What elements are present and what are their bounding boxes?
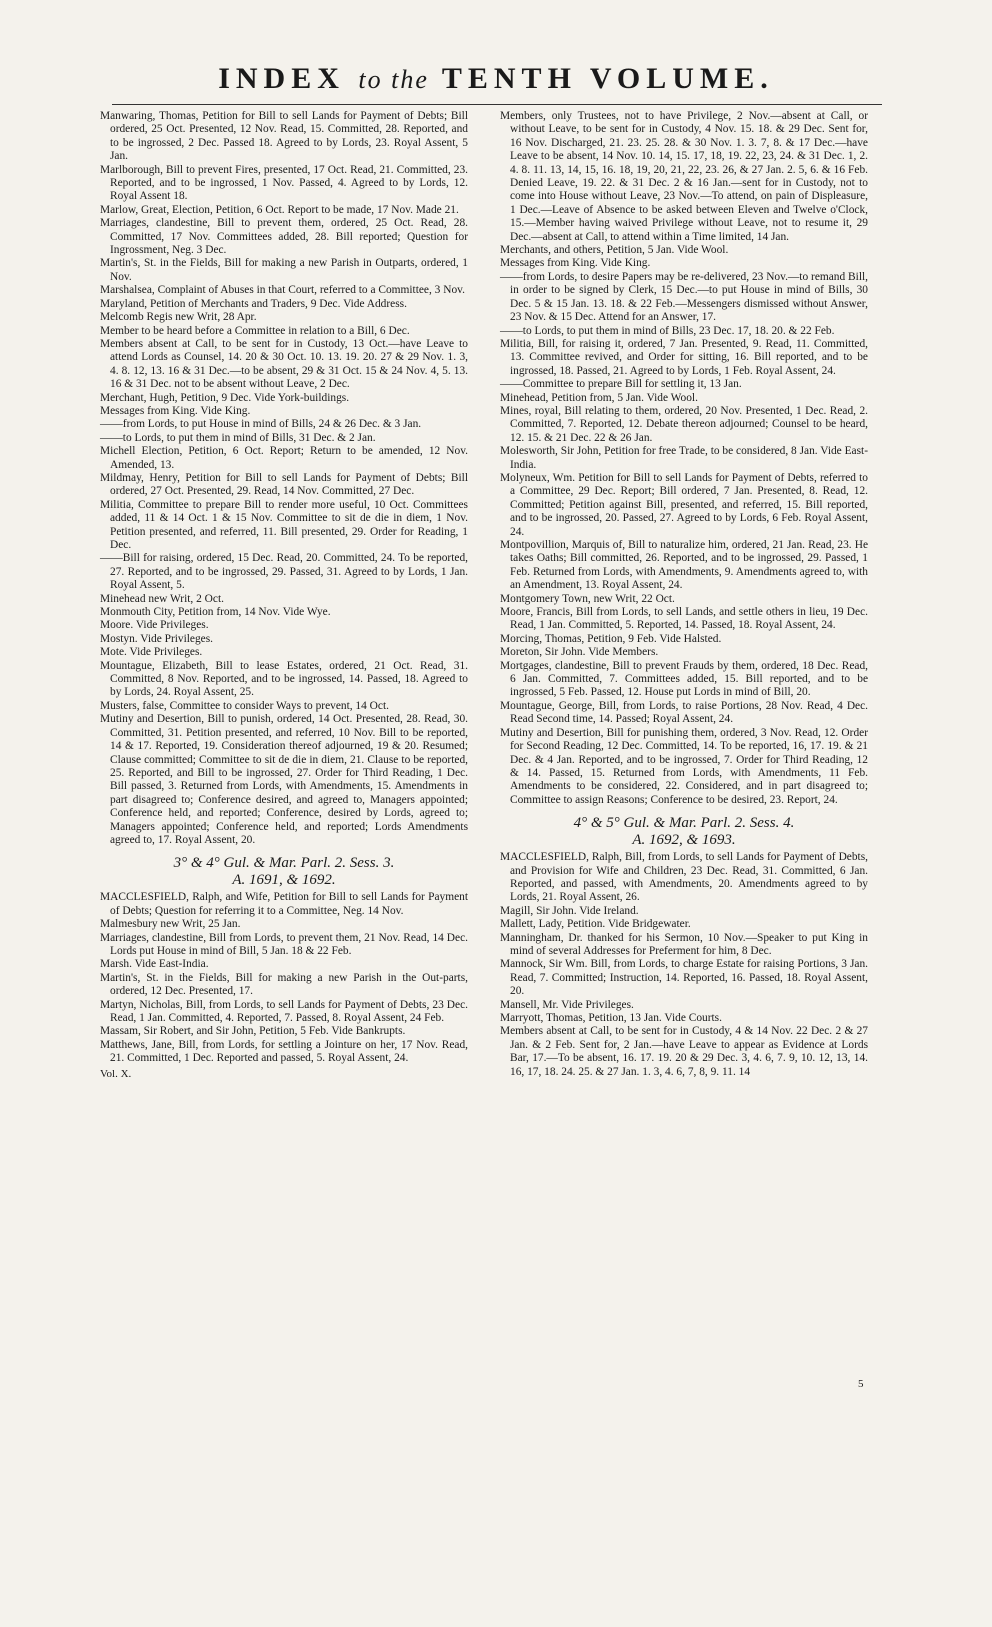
signature-mark: 5 — [858, 1378, 864, 1390]
index-entry: Messages from King. Vide King. — [500, 257, 651, 270]
index-entry: Mote. Vide Privileges. — [100, 646, 203, 659]
index-entry: Moore, Francis, Bill from Lords, to sell Lands, and settle others in lieu, 19 Dec. Read, 1 Jan. Committed, 5. Reported, 14. Passed, 18. Royal Assent, 24. — [500, 606, 868, 632]
right-session-line1: 4° & 5° Gul. & Mar. Parl. 2. Sess. 4. — [573, 815, 795, 832]
index-entry: Marryott, Thomas, Petition, 13 Jan. Vide Courts. — [500, 1012, 722, 1024]
index-entry: Maryland, Petition of Merchants and Traders, 9 Dec. Vide Address. — [100, 297, 407, 310]
index-entry: Mountague, George, Bill, from Lords, to raise Portions, 28 Nov. Read, 4 Dec. Read Second time, 14. Passed; Royal Assent, 24. — [500, 699, 868, 726]
index-entry: Mannock, Sir Wm. Bill, from Lords, to charge Estate for raising Portions, 3 Jan. Read, 7. Committed; Instruction, 14. Reported, 16. Passed, 18. Royal Assent, 20. — [500, 958, 868, 998]
index-entry: Mildmay, Henry, Petition for Bill to sell Lands for Payment of Debts; Bill ordered, 27 Oct. Presented, 29. Read, 14 Nov. Committed, 27 Dec. — [100, 471, 468, 498]
index-entry: Mutiny and Desertion, Bill for punishing them, ordered, 3 Nov. Read, 12. Order for Second Reading, 12 Dec. Committed, 14. To be reported, 16, 17. 19. & 21 Dec. & 4 Jan. Reported, and to be ingrossed, 7. Order for Third Reading, 12 & 14. Passed, 15. Returned from Lords, with Amendments, 11 Feb. Amendments to be considered, 22. Considered, and in part disagreed to; Committee to assign Reasons; Conference to be desired, 23. Report, 24. — [500, 726, 868, 806]
index-entry: Mansell, Mr. Vide Privileges. — [500, 998, 634, 1011]
index-entry: Members absent at Call, to be sent for in Custody, 13 Oct.—have Leave to attend Lords as Counsel, 14. 20 & 30 Oct. 10. 13. 19. 20. 27 & 29 Nov. 1. 3, 4. 8. 12, 13. 16 & 31 Dec.—to be absent, 29 & 31 Oct. 15 & 24 Nov. 4, 5. 13. 16 & 31 Dec. not to be absent without Leave, 2 Dec. — [100, 337, 468, 391]
index-entry: Montgomery Town, new Writ, 22 Oct. — [500, 592, 675, 605]
title-connector: to the — [358, 65, 429, 94]
index-entry: Marlborough, Bill to prevent Fires, presented, 17 Oct. Read, 21. Committed, 23. Reported, and to be ingrossed, 1 Nov. Passed, 4. Agreed to by Lords, 12. Royal Assent 18. — [100, 163, 468, 203]
index-entry: Merchants, and others, Petition, 5 Jan. Vide Wool. — [500, 244, 729, 257]
page-title — [0, 62, 992, 96]
index-entry: Marshalsea, Complaint of Abuses in that Court, referred to a Committee, 3 Nov. — [100, 284, 465, 297]
volume-mark: Vol. X. — [100, 1067, 132, 1080]
index-entry: Marriages, clandestine, Bill from Lords, to prevent them, 21 Nov. Read, 14 Dec. Lords put House in mind of Bill, 5 Jan. 18 & 22 Feb. — [100, 931, 468, 957]
index-entry: ——from Lords, to put House in mind of Bills, 24 & 26 Dec. & 3 Jan. — [100, 418, 422, 431]
index-entry: Martin's, St. in the Fields, Bill for making a new Parish in the Out-parts, ordered, 12 Dec. Presented, 17. — [100, 971, 468, 998]
index-entry: Marlow, Great, Election, Petition, 6 Oct. Report to be made, 17 Nov. Made 21. — [100, 203, 459, 216]
index-entry: Mallett, Lady, Petition. Vide Bridgewater. — [500, 918, 691, 931]
index-entry: Martin's, St. in the Fields, Bill for making a new Parish in Outparts, ordered, 1 Nov. — [100, 257, 468, 283]
title-index: INDEX — [218, 62, 345, 95]
index-entry: Mostyn. Vide Privileges. — [100, 632, 214, 645]
index-entry: Moore. Vide Privileges. — [100, 619, 209, 632]
index-entry: Merchant, Hugh, Petition, 9 Dec. Vide York-buildings. — [100, 391, 350, 404]
index-entry: Moreton, Sir John. Vide Members. — [500, 646, 659, 659]
index-entry: Marsh. Vide East-India. — [100, 958, 209, 971]
left-session-line1: 3° & 4° Gul. & Mar. Parl. 2. Sess. 3. — [173, 855, 395, 872]
index-entry: Mutiny and Desertion, Bill to punish, ordered, 14 Oct. Presented, 28. Read, 30. Committed, 31. Petition presented, and referred, 10 Nov. Bill to be reported, 14 & 17. Reported, 19. Consideration thereof adjourned, 19 & 20. Resumed; Clause committed; Committee to sit de die in diem, 21. Clause to be reported, 25. Reported, and Bill to be ingrossed, 27. Order for Third Reading, 1 Dec. Bill passed, 3. Returned from Lords, with Amendments, 15. Amendments in part disagreed to; Conference desired, and agreed to, Managers appointed; Conference held, and reported; Conference, desired by Lords, agreed to; Managers appointed; Conference held, and reported; Lords Amendments agreed to, 17. Royal Assent, 20. — [100, 713, 468, 846]
index-entry: Members, only Trustees, not to have Privilege, 2 Nov.—absent at Call, or without Leave, to be sent for in Custody, 4 Nov. 15. 18. & 29 Dec. Sent for, 16 Nov. Discharged, 21. 23. 25. 28. & 30 Nov. 1. 3. 7, 8. & 17 Dec.—have Leave to be absent, 14 Nov. 10. 14, 15. 17, 18, 19. 22, 23, 24. & 31 Dec. 1, 2. 4. 8. 11. 13, 14, 15, 16. 18, 19, 20, 21, 22, 23. 26, & 27 Jan. 2. 5, 6. & 16 Feb. Denied Leave, 19. 22. & 31 Dec. 2 & 16 Jan.—sent for in Custody, not to come into House without Leave, 23 Nov.—To attend, on pain of Displeasure, 1 Dec.—Leave of Absence to be asked between Eleven and Twelve o'Clock, 15.—Member having waived Privilege without Leave, not to resume it, 29 Dec.—absent at Call, to attend within a Time limited, 14 Jan. — [500, 110, 868, 243]
index-entry: Molesworth, Sir John, Petition for free Trade, to be considered, 8 Jan. Vide East-India. — [500, 445, 868, 471]
index-entry: Morcing, Thomas, Petition, 9 Feb. Vide Halsted. — [500, 632, 722, 645]
index-entry: ——to Lords, to put them in mind of Bills, 23 Dec. 17, 18. 20. & 22 Feb. — [500, 324, 835, 337]
index-entry: Matthews, Jane, Bill, from Lords, for settling a Jointure on her, 17 Nov. Read, 21. Committed, 1 Dec. Reported and passed, 5. Royal Assent, 24. — [100, 1038, 468, 1065]
index-entry: Militia, Bill, for raising it, ordered, 7 Jan. Presented, 9. Read, 11. Committed, 13. Committee revived, and Order for sitting, 16. Bill reported, and to be ingrossed, 18. Passed, 21. Agreed to by Lords, 1 Feb. Royal Assent, 24. — [500, 337, 868, 377]
right-entries-second — [500, 851, 868, 1079]
left-column — [100, 110, 468, 1081]
index-entry: ——from Lords, to desire Papers may be re-delivered, 23 Nov.—to remand Bill, in order to be signed by Clerk, 15 Dec.—to put House in mind of Bills, 30 Dec. 5 & 15 Jan. 13. 18. & 22 Feb.—Messengers dismissed without Answer, 23 Nov. & 15 Dec. Attend for an Answer, 17. — [500, 270, 868, 324]
index-entry: ——to Lords, to put them in mind of Bills, 31 Dec. & 2 Jan. — [100, 431, 376, 444]
index-entry: Montpovillion, Marquis of, Bill to naturalize him, ordered, 21 Jan. Read, 23. He takes Oaths; Bill committed, 26. Reported, and to be ingrossed, 29. Passed, 1 Feb. Returned from Lords, with Amendments, 9. Amendments agreed to, with an Amendment, 13. Royal Assent, 24. — [500, 539, 868, 592]
left-entries — [100, 110, 468, 847]
index-entry: Magill, Sir John. Vide Ireland. — [500, 904, 639, 917]
index-entry: MACCLESFIELD, Ralph, and Wife, Petition for Bill to sell Lands for Payment of Debts; Question for referring it to a Committee, Neg. 14 Nov. — [100, 891, 468, 917]
right-column — [500, 110, 868, 1079]
index-entry: Minehead new Writ, 2 Oct. — [100, 592, 224, 605]
index-entry: Massam, Sir Robert, and Sir John, Petition, 5 Feb. Vide Bankrupts. — [100, 1025, 406, 1038]
left-session-heading — [100, 855, 468, 889]
right-entries — [500, 110, 868, 807]
right-session-line2: A. 1692, & 1693. — [632, 832, 736, 849]
index-entry: Minehead, Petition from, 5 Jan. Vide Wool. — [500, 391, 698, 404]
index-entry: Member to be heard before a Committee in relation to a Bill, 6 Dec. — [100, 324, 410, 337]
index-entry: MACCLESFIELD, Ralph, Bill, from Lords, to sell Lands for Payment of Debts, and Provision for Wife and Children, 23 Dec. Read, 31. Committed, 6 Jan. Reported, and passed, with Amendments, 20. Amendments agreed to by Lords, 21. Royal Assent, 26. — [500, 851, 868, 904]
index-entry: Members absent at Call, to be sent for in Custody, 4 & 14 Nov. 22 Dec. 2 & 27 Jan. & 2 Feb. Sent for, 2 Jan.—have Leave to appear as Evidence at Lords Bar, 17.—To be absent, 16. 17. 19. 20 & 29 Dec. 3, 4. 6, 7. 9, 10. 12, 13, 14. 16, 17, 18. 24. 25. & 27 Jan. 1. 3, 4. 6, 7, 8, 9. 11. 14 — [500, 1025, 868, 1078]
index-entry: Militia, Committee to prepare Bill to render more useful, 10 Oct. Committees added, 11 & 14 Oct. 1 & 15 Nov. Committee to sit de die in diem, 1 Nov. Petition presented, and referred, 11. Bill presented, 29. Order for Reading, 1 Dec. — [100, 498, 468, 551]
index-entry: ——Bill for raising, ordered, 15 Dec. Read, 20. Committed, 24. To be reported, 27. Reported, and to be ingrossed, 29. Passed, 31. Agreed to by Lords, 1 Jan. Royal Assent, 5. — [100, 552, 468, 592]
index-entry: Messages from King. Vide King. — [100, 404, 251, 417]
index-entry: Manningham, Dr. thanked for his Sermon, 10 Nov.—Speaker to put King in mind of several Addresses for Preferment for him, 8 Dec. — [500, 931, 868, 957]
index-entry: Manwaring, Thomas, Petition for Bill to sell Lands for Payment of Debts; Bill ordered, 25 Oct. Presented, 12 Nov. Read, 15. Committed, 28. Reported, and to be ingrossed, 2 Dec. Passed 18. Agreed to by Lords, 23. Royal Assent, 5 Jan. — [100, 110, 468, 163]
index-entry: Martyn, Nicholas, Bill, from Lords, to sell Lands for Payment of Debts, 23 Dec. Read, 1 Jan. Committed, 4. Reported, 7. Passed, 8. Royal Assent, 24 Feb. — [100, 998, 468, 1024]
index-entry: Marriages, clandestine, Bill to prevent them, ordered, 25 Oct. Read, 28. Committed, 17 Nov. Committees added, 28. Bill reported; Question for Ingrossment, Neg. 3 Dec. — [100, 217, 468, 257]
index-entry: Michell Election, Petition, 6 Oct. Report; Return to be amended, 12 Nov. Amended, 13. — [100, 445, 468, 471]
index-entry: Mountague, Elizabeth, Bill to lease Estates, ordered, 21 Oct. Read, 31. Committed, 8 Nov. Reported, and to be ingrossed, 14. Passed, 18. Agreed to by Lords, 24. Royal Assent, 25. — [100, 659, 468, 699]
index-entry: Monmouth City, Petition from, 14 Nov. Vide Wye. — [100, 606, 331, 619]
title-rule — [112, 104, 882, 105]
index-entry: Musters, false, Committee to consider Ways to prevent, 14 Oct. — [100, 699, 389, 712]
right-session-heading — [500, 815, 868, 849]
index-entry: Molyneux, Wm. Petition for Bill to sell Lands for Payment of Debts, referred to a Committee, 29 Dec. Report; Bill ordered, 7 Jan. Presented, 8. Read, 12. Committed; Petition against Bill, presented, and referred, 15. Bill reported, and to be ingrossed, 20. Passed, 27. Agreed to by Lords, 6 Feb. Royal Assent, 24. — [500, 471, 868, 538]
title-volume: TENTH VOLUME. — [441, 62, 774, 95]
left-session-line2: A. 1691, & 1692. — [232, 872, 336, 889]
index-entry: Mines, royal, Bill relating to them, ordered, 20 Nov. Presented, 1 Dec. Read, 2. Committed, 7. Reported, 12. Debate thereon adjourned; Counsel to be heard, 12. 15. & 21 Dec. 22 & 26 Jan. — [500, 404, 868, 444]
index-entry: Melcomb Regis new Writ, 28 Apr. — [100, 311, 257, 324]
index-entry: Malmesbury new Writ, 25 Jan. — [100, 918, 241, 931]
left-entries-second — [100, 891, 468, 1065]
index-entry: Mortgages, clandestine, Bill to prevent Frauds by them, ordered, 18 Dec. Read, 6 Jan. Committed, 7. Committees added, 15. Bill reported, and to be ingrossed, 5 Feb. Passed, 12. House put Lords in mind of Bill, 20. — [500, 659, 868, 699]
index-entry: ——Committee to prepare Bill for settling it, 13 Jan. — [500, 378, 742, 391]
